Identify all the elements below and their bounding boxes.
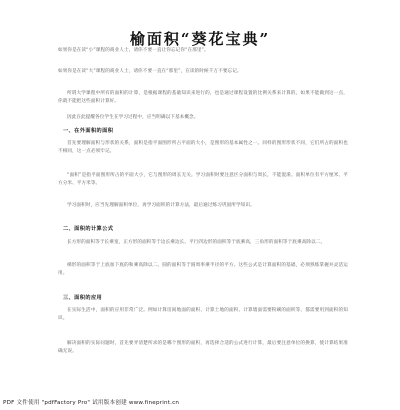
- section-1-paragraph-2: “面积”是指平面图形所占的平面大小，它与图形的周长无关。学习面积时要注意区分面积与周长，不能混淆。面积单位有平方厘米、平方分米、平方米等。: [58, 173, 348, 187]
- document-title: 榆面积“葵花宝典”: [129, 30, 271, 48]
- section-2-paragraph-1: 长方形的面积等于长乘宽，正方形的面积等于边长乘边长。平行四边形的面积等于底乘高，三角形的面积等于底乘高除以二。: [67, 240, 326, 245]
- section-3-paragraph-2: 解决面积的实际问题时，首先要弄清楚所求的是哪个图形的面积，再选择合适的公式进行计算，最后要注意单位的换算，使计算结果准确无误。: [58, 341, 348, 355]
- section-heading-1: 一、在外面积的面积: [63, 128, 114, 134]
- pdf-footer: PDF 文件使用 "pdfFactory Pro" 试用版本创建 www.fineprint.cn: [3, 400, 180, 406]
- section-heading-3: 三、面积的应用: [63, 295, 103, 301]
- lead-paragraph: 所谓大学课程中所有的面积的计算，是根据课程的基础知识来进行的，也是通过课程设置的比例关系来计算的。如果不能做到这一点，你就不能把这些面积计算好。: [58, 91, 348, 105]
- section-1-paragraph-1: 首先要理解面积与形状的关系，面积是指平面图形所占平面的大小，是图形的基本属性之一。同样的图形形状不同，它们所占的面积也不相同，这一点必须牢记。: [58, 141, 348, 155]
- section-1-paragraph-3: 学习面积时，应当先理解面积单位，再学习面积的计算方法，最后通过练习巩固所学知识。: [67, 203, 255, 208]
- lead-paragraph-2: 因此在此提醒各位学生在学习过程中，应当明确以下基本概念。: [67, 115, 199, 120]
- section-heading-2: 二、面积的计算公式: [63, 226, 114, 232]
- section-2-paragraph-2: 梯形的面积等于上底加下底的和乘高除以二。圆的面积等于圆周率乘半径的平方。这些公式是计算面积的基础，必须熟练掌握并灵活运用。: [58, 263, 348, 277]
- intro-line-1: 如果你是在读“小”课程的商业人士，请你不要一直让你忘记你“在那里”。: [58, 48, 209, 53]
- intro-line-2: 如果你是在读“大”课程的商业人士，请你不要一直在“那里”，在读的时候千万不要忘记。: [58, 69, 242, 74]
- section-3-paragraph-1: 在实际生活中，面积的应用非常广泛。例如计算房间地面的面积、计算土地的面积、计算墙面需要粉刷的面积等，都需要用到面积的知识。: [58, 308, 348, 322]
